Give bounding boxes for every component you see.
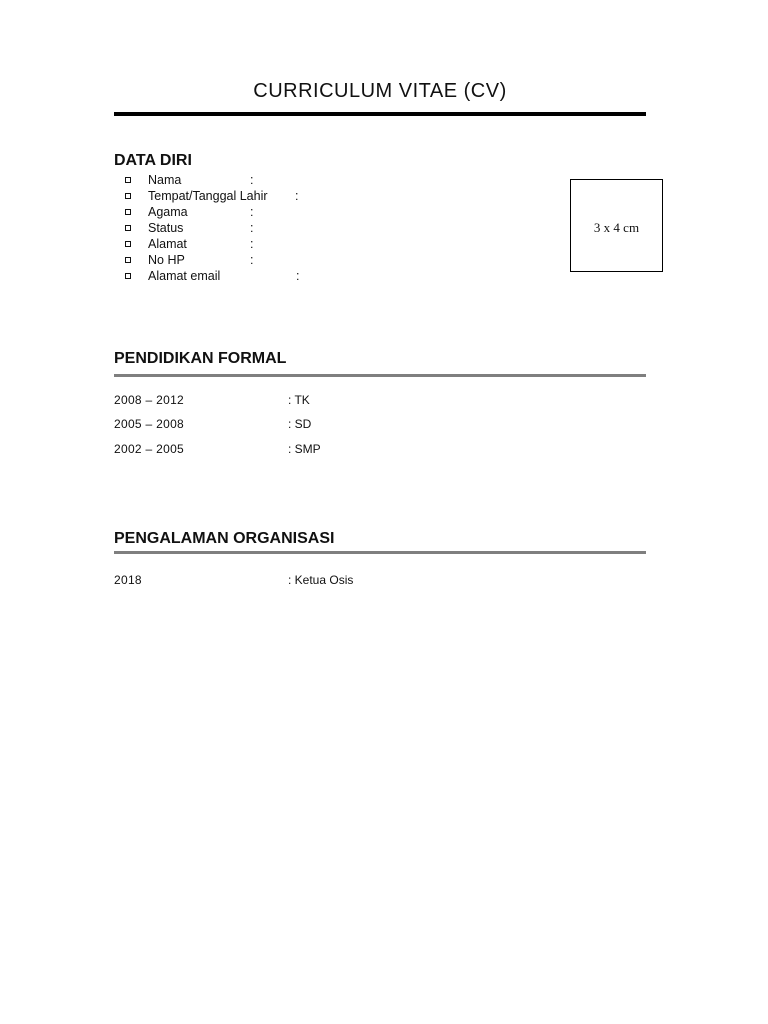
photo-size-label: 3 x 4 cm: [593, 220, 640, 235]
education-years: 2005 – 2008: [114, 417, 185, 431]
field-label: No HP: [148, 253, 185, 267]
field-colon: :: [250, 237, 254, 251]
field-label: Nama: [148, 173, 182, 187]
section-divider: [114, 551, 646, 554]
bullet-icon: [125, 177, 131, 183]
section-heading-data-diri: DATA DIRI: [114, 152, 192, 169]
document-title: CURRICULUM VITAE (CV): [253, 80, 507, 102]
bullet-icon: [125, 225, 131, 231]
bullet-icon: [125, 209, 131, 215]
field-colon: :: [250, 221, 254, 235]
bullet-icon: [125, 193, 131, 199]
bullet-icon: [125, 241, 131, 247]
field-label: Alamat email: [148, 269, 221, 283]
field-label: Agama: [148, 205, 188, 219]
field-colon: :: [296, 269, 300, 283]
organization-row: [114, 572, 646, 588]
education-level: : SD: [288, 417, 312, 431]
bullet-icon: [125, 257, 131, 263]
title-underline: [114, 112, 646, 116]
section-heading-pengalaman-organisasi: PENGALAMAN ORGANISASI: [114, 530, 335, 547]
education-level: : TK: [288, 393, 310, 407]
education-years: 2008 – 2012: [114, 393, 185, 407]
photo-placeholder: [570, 179, 663, 272]
education-row: [114, 441, 646, 457]
field-label: Status: [148, 221, 184, 235]
education-row: [114, 416, 646, 432]
field-colon: :: [250, 173, 254, 187]
field-label: Alamat: [148, 237, 187, 251]
section-heading-pendidikan-formal: PENDIDIKAN FORMAL: [114, 350, 287, 367]
field-colon: :: [250, 253, 254, 267]
organization-year: 2018: [114, 573, 142, 587]
field-label: Tempat/Tanggal Lahir: [148, 189, 268, 203]
education-years: 2002 – 2005: [114, 442, 185, 456]
section-divider: [114, 374, 646, 377]
education-row: [114, 392, 646, 408]
bullet-icon: [125, 273, 131, 279]
education-level: : SMP: [288, 442, 321, 456]
field-colon: :: [295, 189, 299, 203]
field-colon: :: [250, 205, 254, 219]
organization-role: : Ketua Osis: [288, 573, 354, 587]
